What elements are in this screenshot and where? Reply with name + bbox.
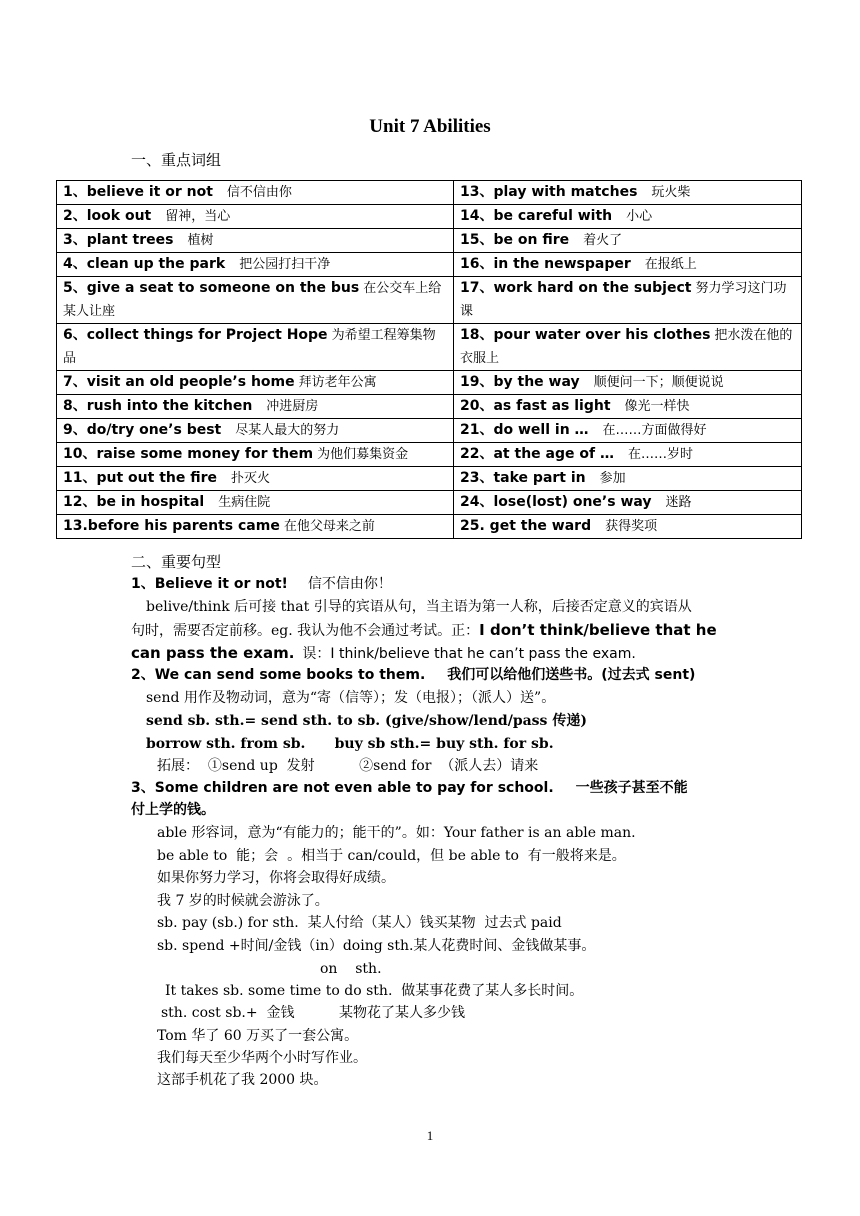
table-cell	[454, 181, 802, 205]
phrase-english: 10、raise some money for them	[63, 446, 314, 462]
table-row	[57, 229, 802, 253]
table-row	[57, 419, 802, 443]
phrase-chinese: 玩火柴	[651, 185, 691, 200]
phrase-chinese: 像光一样快	[624, 399, 690, 414]
sentence-3-note-line: sb. spend +时间/金钱（in）doing sth.某人花费时间、金钱做某事。	[157, 938, 596, 954]
table-row	[57, 443, 802, 467]
phrase-english: 7、visit an old people’s home	[63, 374, 295, 390]
table-cell	[57, 253, 454, 277]
phrase-chinese: 生病住院	[218, 495, 271, 510]
phrase-english: 4、clean up the park	[63, 256, 226, 272]
phrase-english: 19、by the way	[460, 374, 580, 390]
phrase-english: 2、look out	[63, 208, 152, 224]
phrase-chinese: 顺便问一下；顺便说说	[593, 375, 724, 390]
phrase-chinese: 迷路	[665, 495, 692, 510]
sentence-3-note-line: 我 7 岁的时候就会游泳了。	[157, 893, 329, 909]
table-cell	[454, 205, 802, 229]
page-number: 1	[426, 1128, 434, 1143]
table-cell	[454, 515, 802, 539]
table-cell	[454, 467, 802, 491]
sentence-2-heading: 2、We can send some books to them. 我们可以给他们送些书。(过去式 sent)	[131, 667, 696, 683]
sentence-3-note-line: be able to 能；会 。相当于 can/could，但 be able to 有一般将来是。	[157, 848, 626, 864]
sentence-1-note-line: belive/think 后可接 that 引导的宾语从句，当主语为第一人称，后接否定意义的宾语从	[146, 599, 692, 615]
phrase-chinese: 在他父母来之前	[283, 519, 375, 534]
sentence-2-note-line: 拓展： ①send up 发射 ②send for （派人去）请来	[157, 758, 539, 774]
phrase-english: 21、do well in …	[460, 422, 589, 438]
sentence-3-note-line: 如果你努力学习，你将会取得好成绩。	[157, 870, 395, 886]
table-row	[57, 395, 802, 419]
sentence-3-note-line: sb. pay (sb.) for sth. 某人付给（某人）钱买某物 过去式 paid	[157, 915, 562, 931]
sentence-1-note-line: can pass the exam. 误：I think/believe that he can’t pass the exam.	[131, 644, 636, 662]
phrase-chinese: 小心	[626, 209, 653, 224]
table-row	[57, 324, 802, 371]
sentence-3-note-line: It takes sb. some time to do sth. 做某事花费了某人多长时间。	[165, 983, 584, 999]
phrase-english: 24、lose(lost) one’s way	[460, 494, 652, 510]
table-cell	[57, 324, 454, 371]
phrase-english: 13、play with matches	[460, 184, 638, 200]
table-cell	[454, 491, 802, 515]
table-row	[57, 205, 802, 229]
phrase-english: 8、rush into the kitchen	[63, 398, 253, 414]
phrase-chinese: 在……方面做得好	[602, 423, 707, 438]
phrase-english: 6、collect things for Project Hope	[63, 327, 328, 343]
phrase-chinese: 获得奖项	[605, 519, 658, 534]
table-cell	[454, 443, 802, 467]
phrase-english: 9、do/try one’s best	[63, 422, 222, 438]
phrase-chinese: 扑灭火	[231, 471, 271, 486]
sentence-2-note-line: send 用作及物动词，意为“寄（信等）；发（电报）；（派人）送”。	[146, 690, 556, 706]
table-cell	[454, 324, 802, 371]
sentence-2-note-line: send sb. sth.= send sth. to sb. (give/show/lend/pass 传递)	[146, 713, 587, 729]
phrase-english: 23、take part in	[460, 470, 586, 486]
table-cell	[57, 277, 454, 324]
table-cell	[454, 229, 802, 253]
table-cell	[57, 181, 454, 205]
phrase-chinese: 把公园打扫干净	[239, 257, 331, 272]
table-row	[57, 277, 802, 324]
phrase-chinese: 把水泼在他的衣服上	[460, 328, 793, 366]
phrase-chinese: 拜访老年公寓	[298, 375, 377, 390]
sentence-3-note-line: on sth.	[320, 961, 382, 977]
phrase-chinese: 冲进厨房	[266, 399, 319, 414]
section-heading-phrases: 一、重点词组	[131, 151, 222, 169]
phrase-english: 20、as fast as light	[460, 398, 611, 414]
phrase-chinese: 在报纸上	[644, 257, 697, 272]
phrase-chinese: 在公交车上给某人让座	[63, 281, 442, 319]
sentence-3-heading-cont: 付上学的钱。	[131, 802, 215, 818]
sentence-3-note-line: 这部手机花了我 2000 块。	[157, 1072, 328, 1088]
phrase-chinese: 植树	[187, 233, 214, 248]
section-heading-sentences: 二、重要句型	[131, 553, 222, 571]
table-row	[57, 371, 802, 395]
table-cell	[454, 395, 802, 419]
phrase-chinese: 为希望工程筹集物品	[63, 328, 436, 366]
table-row	[57, 467, 802, 491]
phrase-english: 15、be on fire	[460, 232, 570, 248]
phrase-english: 13.before his parents came	[63, 518, 280, 534]
table-cell	[57, 205, 454, 229]
table-cell	[454, 371, 802, 395]
sentence-2-note-line: borrow sth. from sb. buy sb sth.= buy sth. for sb.	[146, 736, 554, 752]
phrase-english: 18、pour water over his clothes	[460, 327, 711, 343]
phrase-english: 5、give a seat to someone on the bus	[63, 280, 360, 296]
phrase-chinese: 留神，当心	[165, 209, 231, 224]
phrase-chinese: 信不信由你	[226, 185, 292, 200]
phrase-english: 16、in the newspaper	[460, 256, 631, 272]
phrase-chinese: 着火了	[583, 233, 623, 248]
sentence-1-heading: 1、Believe it or not! 信不信由你！	[131, 576, 392, 592]
phrase-chinese: 尽某人最大的努力	[235, 423, 340, 438]
table-cell	[57, 515, 454, 539]
phrase-english: 3、plant trees	[63, 232, 174, 248]
phrase-chinese: 为他们募集资金	[317, 447, 409, 462]
table-cell	[454, 277, 802, 324]
sentence-3-note-line: Tom 华了 60 万买了一套公寓。	[157, 1028, 359, 1044]
phrase-english: 1、believe it or not	[63, 184, 213, 200]
phrase-chinese: 在……岁时	[627, 447, 693, 462]
sentence-3-note-line: sth. cost sb.+ 金钱 某物花了某人多少钱	[161, 1005, 465, 1021]
page-title: Unit 7 Abilities	[369, 116, 491, 137]
phrase-chinese: 参加	[599, 471, 626, 486]
table-cell	[57, 371, 454, 395]
table-row	[57, 491, 802, 515]
table-cell	[57, 419, 454, 443]
sentence-3-note-line: 我们每天至少华两个小时写作业。	[157, 1050, 367, 1066]
phrase-table	[56, 180, 802, 539]
table-row	[57, 253, 802, 277]
table-row	[57, 181, 802, 205]
phrase-english: 25. get the ward	[460, 518, 592, 534]
phrase-chinese: 努力学习这门功课	[460, 281, 787, 319]
phrase-english: 11、put out the fire	[63, 470, 217, 486]
table-cell	[57, 443, 454, 467]
table-cell	[57, 229, 454, 253]
table-cell	[57, 395, 454, 419]
phrase-english: 22、at the age of …	[460, 446, 614, 462]
phrase-english: 17、work hard on the subject	[460, 280, 692, 296]
phrase-english: 14、be careful with	[460, 208, 613, 224]
sentence-1-note-line: 句时，需要否定前移。eg. 我认为他不会通过考试。正：I don’t think/believe that he	[131, 621, 717, 639]
sentence-3-note-line: able 形容词，意为“有能力的；能干的”。如：Your father is an able man.	[157, 825, 636, 841]
table-cell	[57, 467, 454, 491]
table-cell	[57, 491, 454, 515]
table-cell	[454, 253, 802, 277]
table-cell	[454, 419, 802, 443]
sentence-3-heading: 3、Some children are not even able to pay for school. 一些孩子甚至不能	[131, 780, 688, 796]
table-row	[57, 515, 802, 539]
phrase-english: 12、be in hospital	[63, 494, 205, 510]
